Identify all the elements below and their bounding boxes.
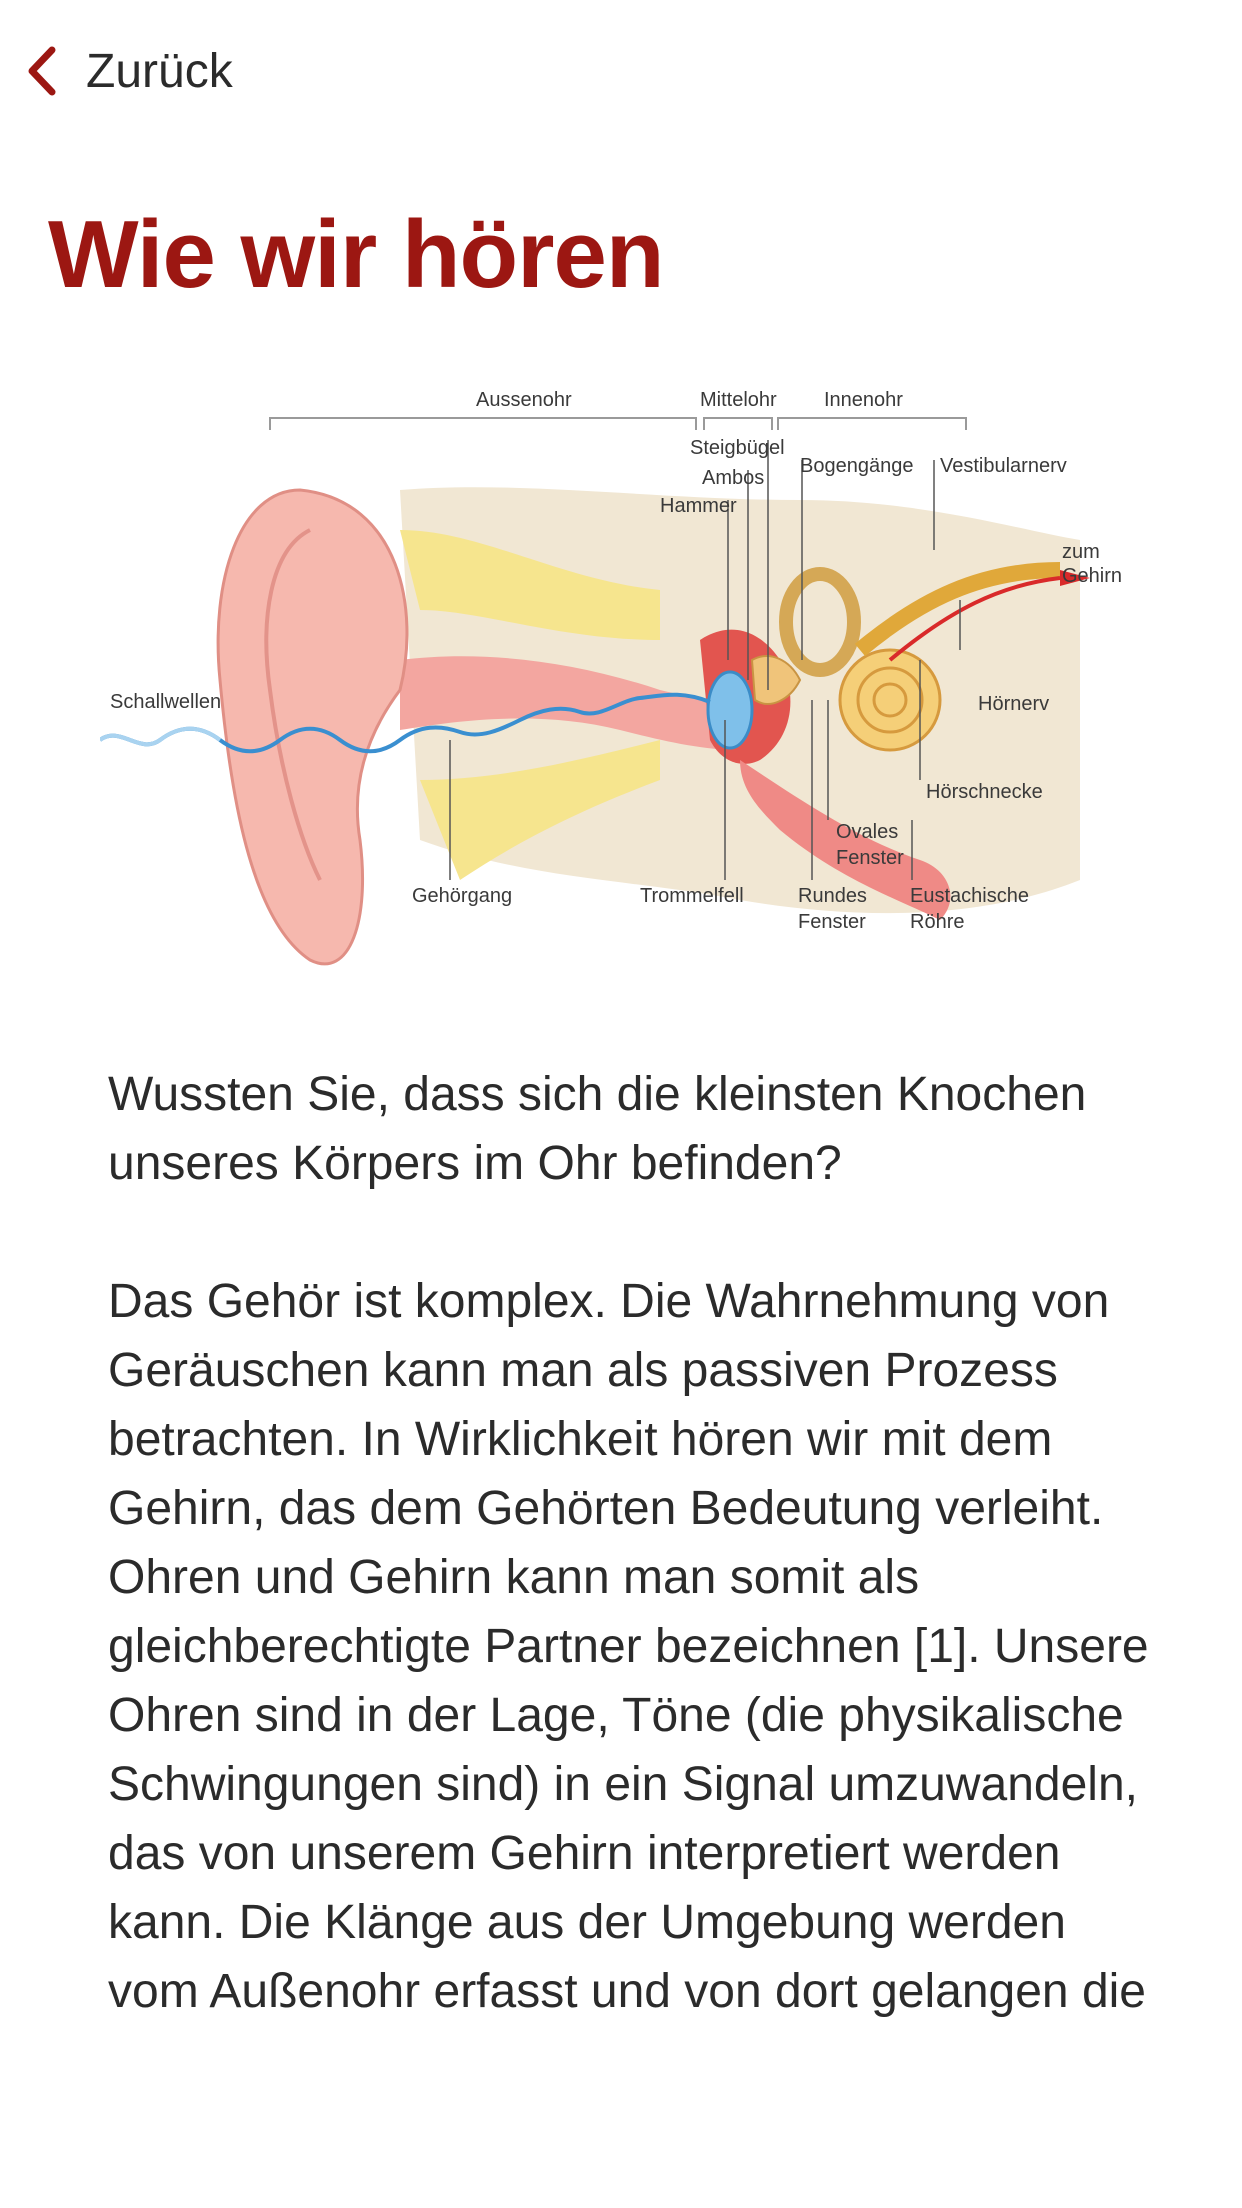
label-round-window-2: Fenster <box>798 911 866 933</box>
label-inner-ear: Innenohr <box>824 389 903 411</box>
label-to-brain-2: Gehirn <box>1062 565 1123 587</box>
label-round-window-1: Rundes <box>798 885 867 907</box>
label-eardrum: Trommelfell <box>640 885 744 907</box>
article-body <box>108 1060 1168 2095</box>
label-auditory-nerve: Hörnerv <box>978 693 1050 715</box>
label-ear-canal: Gehörgang <box>412 885 513 907</box>
label-semicircular-canals: Bogengänge <box>800 455 914 477</box>
label-middle-ear: Mittelohr <box>700 389 777 411</box>
page-title: Wie wir hören <box>48 201 664 308</box>
label-eustachian-2: Röhre <box>910 911 965 933</box>
label-malleus: Hammer <box>660 495 737 517</box>
label-outer-ear: Aussenohr <box>476 389 572 411</box>
label-sound-waves: Schallwellen <box>110 691 222 713</box>
label-stapes: Steigbügel <box>690 437 785 459</box>
label-eustachian-1: Eustachische <box>910 885 1029 907</box>
label-to-brain-1: zum <box>1062 541 1100 563</box>
top-bar <box>0 0 1242 140</box>
ear-diagram <box>100 360 1142 1000</box>
ear-anatomy-illustration <box>100 360 1142 1000</box>
label-incus: Ambos <box>702 467 765 489</box>
label-oval-window-2: Fenster <box>836 847 904 869</box>
label-cochlea: Hörschnecke <box>926 781 1043 803</box>
back-label: Zurück <box>86 44 233 98</box>
body-paragraph: Das Gehör ist komplex. Die Wahrnehmung von Geräuschen kann man als passiven Prozess betrachten. In Wirklichkeit hören wir mit dem Gehirn, das dem Gehörten Bedeutung verleiht. Ohren und Gehirn kann man somit als gleichberechtigte Partner bezeichnen [1]. Unsere Ohren sind in der Lage, Töne (die physikalische Schwingungen sind) in ein Signal umzuwandeln, das von unserem Gehirn interpretiert werden kann. Die Klänge aus der Umgebung werden vom Außenohr erfasst und von dort gelangen die <box>108 1275 1149 2018</box>
back-button[interactable] <box>22 36 233 106</box>
intro-paragraph: Wussten Sie, dass sich die kleinsten Knochen unseres Körpers im Ohr befinden? <box>108 1068 1087 1190</box>
chevron-left-icon <box>22 44 62 98</box>
label-oval-window-1: Ovales <box>836 821 899 843</box>
label-vestibular-nerve: Vestibularnerv <box>940 455 1067 477</box>
